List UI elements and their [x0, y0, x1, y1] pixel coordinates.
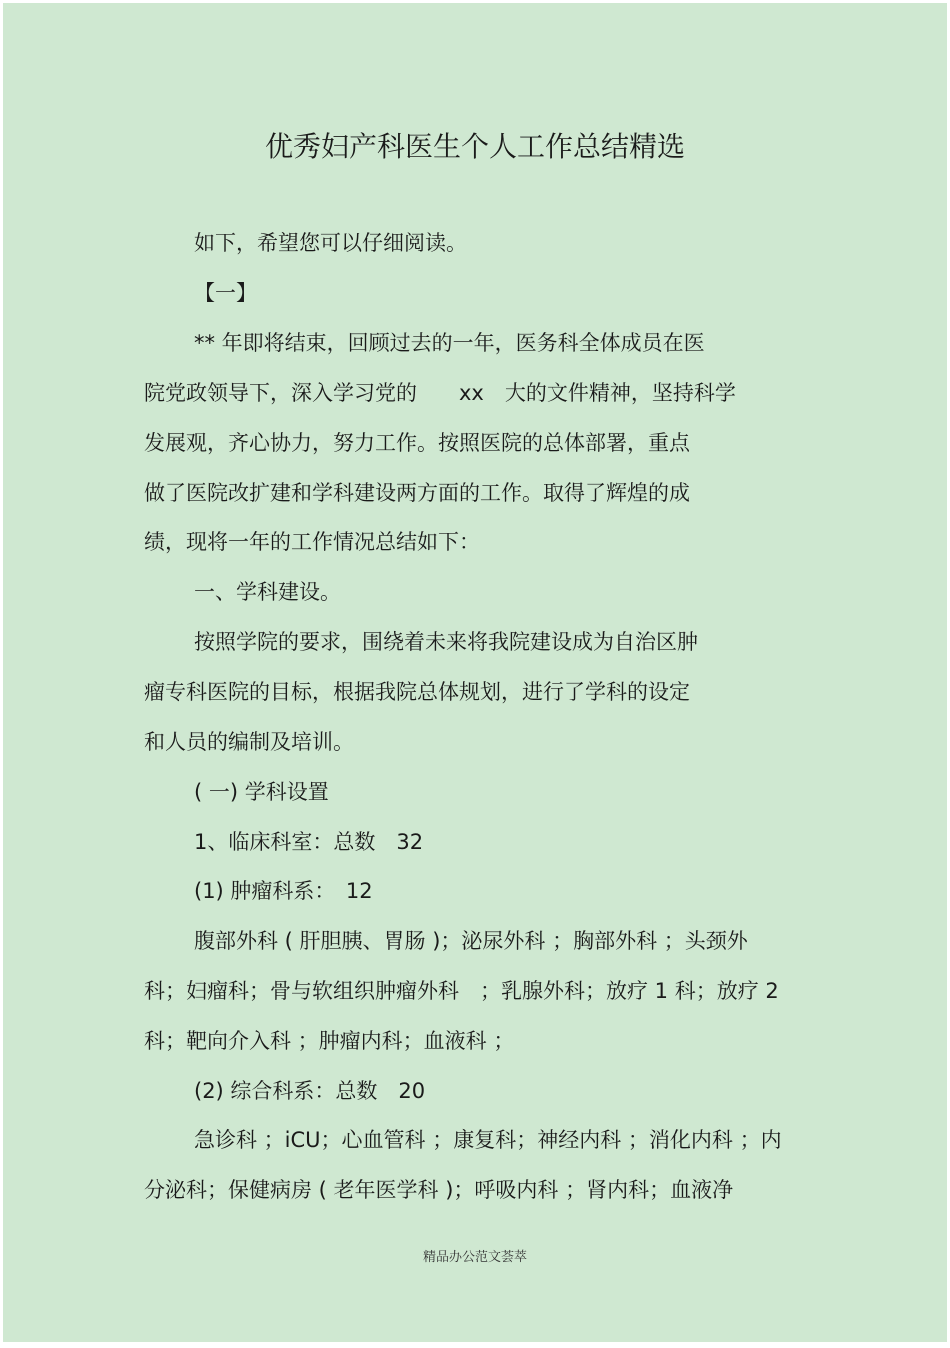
paragraph-line: 和人员的编制及培训。 [144, 730, 354, 754]
paragraph-line: ** 年即将结束，回顾过去的一年，医务科全体成员在医 [194, 331, 705, 355]
paragraph-line: 科；妇瘤科；骨与软组织肿瘤外科 ；乳腺外科；放疗 1 科；放疗 2 [144, 979, 779, 1003]
section-heading: 【一】 [194, 281, 257, 305]
paragraph-line: 如下，希望您可以仔细阅读。 [194, 231, 467, 255]
paragraph-line: 做了医院改扩建和学科建设两方面的工作。取得了辉煌的成 [144, 481, 690, 505]
list-item: (2) 综合科系：总数 20 [194, 1079, 426, 1103]
document-page [3, 3, 947, 1342]
list-item: (1) 肿瘤科系： 12 [194, 879, 373, 903]
list-item: 1、临床科室：总数 32 [194, 830, 424, 854]
document-title: 优秀妇产科医生个人工作总结精选 [264, 130, 685, 163]
paragraph-line: 院党政领导下，深入学习党的 xx 大的文件精神，坚持科学 [144, 381, 736, 405]
paragraph-line: 科；靶向介入科 ；肿瘤内科；血液科 ； [144, 1029, 515, 1053]
paragraph-line: 发展观，齐心协力，努力工作。按照医院的总体部署，重点 [144, 431, 690, 455]
paragraph-line: 瘤专科医院的目标，根据我院总体规划，进行了学科的设定 [144, 680, 690, 704]
page-footer: 精品办公范文荟萃 [422, 1250, 527, 1265]
paragraph-line: 按照学院的要求，围绕着未来将我院建设成为自治区肿 [194, 630, 698, 654]
paragraph-line: 腹部外科 ( 肝胆胰、胃肠 )；泌尿外科 ；胸部外科 ；头颈外 [194, 929, 748, 953]
paragraph-line: 急诊科 ；iCU；心血管科 ；康复科；神经内科 ；消化内科 ；内 [194, 1128, 782, 1152]
paragraph-line: 分泌科；保健病房 ( 老年医学科 )；呼吸内科 ；肾内科；血液净 [144, 1178, 734, 1202]
subsection-heading: ( 一) 学科设置 [194, 780, 329, 804]
section-heading: 一、学科建设。 [194, 580, 341, 604]
paragraph-line: 绩，现将一年的工作情况总结如下： [144, 530, 480, 554]
